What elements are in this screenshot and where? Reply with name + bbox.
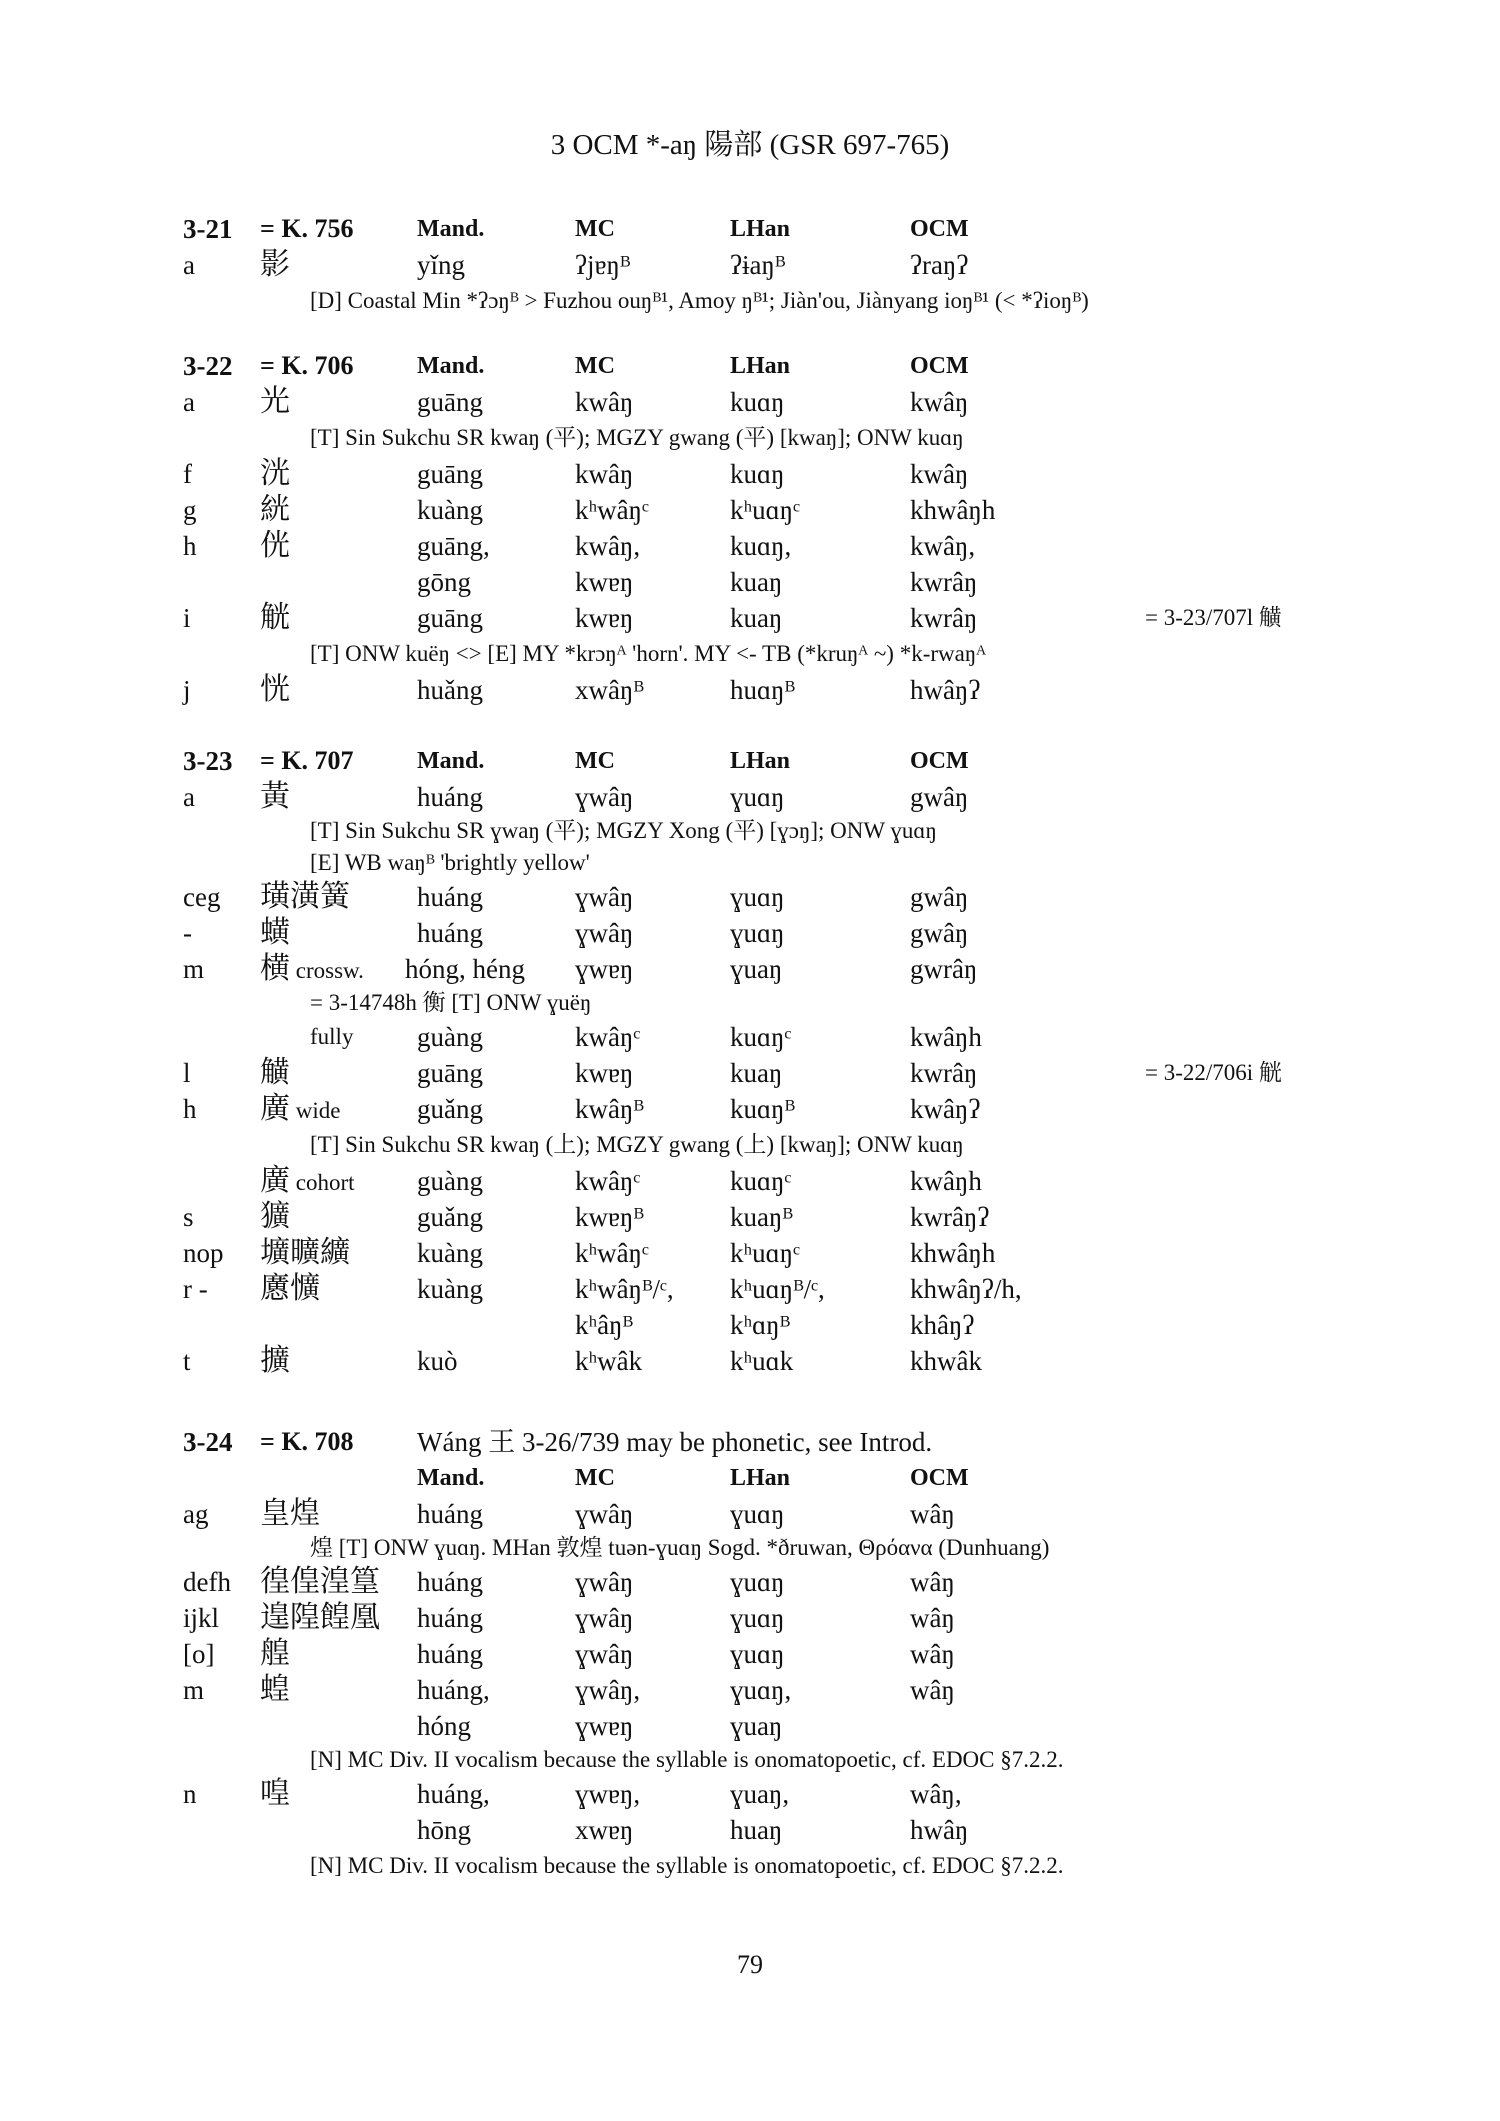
entry-mand: guāng <box>417 603 483 633</box>
entry-row <box>0 600 1500 636</box>
entry-label: t <box>183 1346 191 1376</box>
entry-character: 恍 <box>260 672 290 707</box>
entry-lhan: kʰuɑŋᶜ <box>730 1238 801 1268</box>
entry-lhan: ɣuɑŋ <box>730 1639 785 1669</box>
col-mc: MC <box>575 353 615 379</box>
entry-mc: ɣwɐŋ, <box>575 1779 641 1809</box>
section-header <box>0 348 1500 384</box>
entry-mc: ɣwâŋ <box>575 1603 634 1633</box>
karlgren-ref: = K. 706 <box>260 351 354 380</box>
entry-mand: guàng <box>417 1166 483 1196</box>
entry-label: nop <box>183 1238 224 1268</box>
entry-label: m <box>183 1675 205 1705</box>
entry-label: - <box>183 918 192 948</box>
col-lhan: LHan <box>730 1465 791 1491</box>
entry-row <box>0 1271 1500 1307</box>
column-header-row <box>0 1460 1500 1496</box>
entry-label: a <box>183 250 195 280</box>
entry-ocm: kwâŋ <box>910 459 969 489</box>
entry-row <box>0 951 1500 987</box>
entry-lhan: kuɑŋᴮ <box>730 1094 795 1124</box>
entry-row <box>0 1163 1500 1199</box>
note-row <box>0 636 1500 672</box>
entry-ocm: kwâŋ, <box>910 531 976 561</box>
entry-character-glyph: 廣 <box>260 1163 290 1198</box>
entry-mand: kuàng <box>417 1238 483 1268</box>
entry-mand: guāng <box>417 387 483 417</box>
entry-row <box>0 384 1500 420</box>
entry-lhan: kuɑŋᶜ <box>730 1022 792 1052</box>
entry-mand: huáng <box>417 782 483 812</box>
entry-mand: huáng <box>417 1567 483 1597</box>
note-row <box>0 1127 1500 1163</box>
entry-label: h <box>183 1094 197 1124</box>
entry-ocm: hwâŋʔ <box>910 675 981 705</box>
entry-mand: huáng, <box>417 1779 490 1809</box>
entry-mc: kwâŋ, <box>575 531 641 561</box>
entry-lhan: kʰuɑŋᴮ/ᶜ, <box>730 1274 825 1304</box>
entry-character: 觥 <box>260 600 290 635</box>
entry-lhan: kʰɑŋᴮ <box>730 1310 791 1340</box>
entry-row <box>0 1235 1500 1271</box>
entry-character-glyph: 横 <box>260 951 290 986</box>
note-row <box>0 987 1500 1019</box>
entry-lhan: huɑŋᴮ <box>730 675 795 705</box>
entry-mand: huáng <box>417 918 483 948</box>
entry-ocm: kwrâŋ <box>910 603 978 633</box>
karlgren-ref: = K. 756 <box>260 214 354 243</box>
entry-mc: kwɐŋ <box>575 567 634 597</box>
cross-reference: = 3-22/706i 觥 <box>1145 1060 1282 1085</box>
entry-ocm: gwâŋ <box>910 918 969 948</box>
entry-lhan: kʰuɑk <box>730 1346 794 1376</box>
entry-character: 喤 <box>260 1776 290 1811</box>
entry-mc: ɣwâŋ <box>575 1639 634 1669</box>
entry-row-continued <box>0 1708 1500 1744</box>
entry-ocm: kwrâŋ <box>910 567 978 597</box>
entry-label: ag <box>183 1499 209 1529</box>
entry-ocm: khâŋʔ <box>910 1310 975 1340</box>
note: [T] Sin Sukchu SR kwaŋ (上); MGZY gwang (上) [kwaŋ]; ONW kuɑŋ <box>310 1132 964 1157</box>
entry-mc: kʰwâŋᶜ <box>575 1238 649 1268</box>
entry-mc: kwâŋ <box>575 387 634 417</box>
entry-mand: huáng <box>417 1639 483 1669</box>
entry-mc: kʰwâŋᶜ <box>575 495 649 525</box>
section-3-21 <box>0 211 1500 319</box>
entry-gloss: cohort <box>290 1170 355 1195</box>
entry-mc: ɣwɐŋ <box>575 954 634 984</box>
note-row <box>0 1848 1500 1884</box>
entry-character: 遑隍餭凰 <box>260 1600 380 1635</box>
entry-lhan: ɣuɑŋ <box>730 882 785 912</box>
entry-row-continued <box>0 564 1500 600</box>
cross-reference: = 3-23/707l 觵 <box>1145 605 1282 630</box>
entry-ocm: wâŋ <box>910 1567 955 1597</box>
entry-mc: ʔjɐŋᴮ <box>575 250 631 280</box>
entry-mand: guāng, <box>417 531 490 561</box>
entry-character: 洸 <box>260 456 290 491</box>
col-ocm: OCM <box>910 216 969 242</box>
entry-row <box>0 1199 1500 1235</box>
entry-mand: gōng <box>417 567 471 597</box>
note: [E] WB waŋᴮ 'brightly yellow' <box>310 850 590 875</box>
col-ocm: OCM <box>910 1465 969 1491</box>
entry-mc: kwâŋ <box>575 459 634 489</box>
entry-mc: kwɐŋ <box>575 603 634 633</box>
col-mand: Mand. <box>417 1465 485 1491</box>
col-mc: MC <box>575 216 615 242</box>
entry-ocm: kwrâŋʔ <box>910 1202 990 1232</box>
entry-label: f <box>183 459 192 489</box>
entry-row <box>0 672 1500 708</box>
page-title: 3 OCM *-aŋ 陽部 (GSR 697-765) <box>550 129 950 161</box>
entry-mc: ɣwâŋ <box>575 882 634 912</box>
entry-lhan: kuaŋ <box>730 1058 783 1088</box>
entry-mc: xwâŋᴮ <box>575 675 644 705</box>
entry-character <box>260 1091 340 1129</box>
entry-character: 擴 <box>260 1343 290 1378</box>
entry-character: 壙曠纊 <box>260 1235 350 1270</box>
entry-label: g <box>183 495 197 525</box>
col-mc: MC <box>575 748 615 774</box>
col-mc: MC <box>575 1465 615 1491</box>
section-header <box>0 1424 1500 1460</box>
entry-mand: yǐng <box>417 250 466 280</box>
entry-character: 徨偟湟篁 <box>260 1564 380 1599</box>
entry-mc: ɣwâŋ <box>575 918 634 948</box>
entry-lhan: kuaŋ <box>730 603 783 633</box>
entry-row <box>0 247 1500 283</box>
entry-row <box>0 1564 1500 1600</box>
entry-lhan: ɣuɑŋ <box>730 918 785 948</box>
note-row <box>0 1532 1500 1564</box>
entry-gloss: fully <box>310 1024 354 1049</box>
entry-label: a <box>183 782 195 812</box>
entry-ocm: kwâŋh <box>910 1022 982 1052</box>
entry-row <box>0 1343 1500 1379</box>
entry-gloss: crossw. <box>290 958 364 983</box>
entry-lhan: kuɑŋᶜ <box>730 1166 792 1196</box>
entry-mc: kʰâŋᴮ <box>575 1310 633 1340</box>
entry-label: s <box>183 1202 194 1232</box>
entry-character: 蟥 <box>260 915 290 950</box>
note-row <box>0 420 1500 456</box>
entry-lhan: kuɑŋ <box>730 459 785 489</box>
note-row <box>0 283 1500 319</box>
entry-row <box>0 1091 1500 1127</box>
entry-row-continued <box>0 1019 1500 1055</box>
entry-character: 觵 <box>260 1055 290 1090</box>
entry-lhan: ɣuɑŋ, <box>730 1675 792 1705</box>
entry-character: 蝗 <box>260 1672 290 1707</box>
entry-mand: guāng <box>417 1058 483 1088</box>
entry-mand: kuàng <box>417 495 483 525</box>
note: 煌 [T] ONW ɣuɑŋ. MHan 敦煌 tuən-ɣuɑŋ Sogd. *ðruwan, Θρόανα (Dunhuang) <box>310 1535 1050 1560</box>
entry-row <box>0 492 1500 528</box>
entry-mand: guàng <box>417 1022 483 1052</box>
entry-ocm: kwrâŋ <box>910 1058 978 1088</box>
entry-label: h <box>183 531 197 561</box>
note: [D] Coastal Min *ʔɔŋᴮ > Fuzhou ouŋᴮ¹, Amoy ŋᴮ¹; Jiàn'ou, Jiànyang ioŋᴮ¹ (< *ʔioŋᴮ) <box>310 288 1089 313</box>
entry-mand: kuò <box>417 1346 458 1376</box>
col-mand: Mand. <box>417 748 485 774</box>
entry-mc: kʰwâŋᴮ/ᶜ, <box>575 1274 674 1304</box>
entry-ocm: wâŋ <box>910 1499 955 1529</box>
note-row <box>0 1744 1500 1776</box>
entry-mc: kwɐŋᴮ <box>575 1202 644 1232</box>
entry-row <box>0 1496 1500 1532</box>
entry-ocm: kwâŋʔ <box>910 1094 981 1124</box>
series-intro: Wáng 王 3-26/739 may be phonetic, see Introd. <box>417 1427 933 1457</box>
entry-character: 影 <box>260 247 290 282</box>
entry-mand: huáng <box>417 882 483 912</box>
entry-row <box>0 1600 1500 1636</box>
entry-label: defh <box>183 1567 231 1597</box>
entry-mand: huáng <box>417 1603 483 1633</box>
col-ocm: OCM <box>910 353 969 379</box>
entry-row-continued <box>0 1812 1500 1848</box>
entry-mand: hóng <box>417 1711 471 1741</box>
note-row <box>0 815 1500 847</box>
entry-mand: kuàng <box>417 1274 483 1304</box>
entry-ocm: ʔraŋʔ <box>910 250 969 280</box>
entry-row <box>0 779 1500 815</box>
entry-ocm: kwâŋ <box>910 387 969 417</box>
entry-lhan: huaŋ <box>730 1815 783 1845</box>
col-lhan: LHan <box>730 353 791 379</box>
section-3-22 <box>0 348 1500 708</box>
entry-lhan: kuaŋ <box>730 567 783 597</box>
entry-lhan: ɣuaŋ, <box>730 1779 790 1809</box>
entry-gloss: wide <box>290 1098 341 1123</box>
entry-lhan: ɣuaŋ <box>730 954 783 984</box>
col-mand: Mand. <box>417 216 485 242</box>
entry-ocm: gwâŋ <box>910 882 969 912</box>
entry-mand: guǎng <box>417 1202 483 1232</box>
entry-ocm: hwâŋ <box>910 1815 969 1845</box>
entry-label: a <box>183 387 195 417</box>
entry-lhan: ɣuaŋ <box>730 1711 783 1741</box>
entry-mc: kwâŋᶜ <box>575 1022 641 1052</box>
entry-mand: guǎng <box>417 1094 483 1124</box>
entry-label: m <box>183 954 205 984</box>
entry-character <box>260 951 364 989</box>
section-header <box>0 743 1500 779</box>
entry-lhan: kuaŋᴮ <box>730 1202 793 1232</box>
entry-row-continued <box>0 1307 1500 1343</box>
entry-ocm: kwâŋh <box>910 1166 982 1196</box>
entry-ocm: wâŋ <box>910 1675 955 1705</box>
entry-row <box>0 1776 1500 1812</box>
entry-character <box>260 1163 355 1201</box>
note: [T] Sin Sukchu SR ɣwaŋ (平); MGZY Xong (平) [ɣɔŋ]; ONW ɣuɑŋ <box>310 818 937 843</box>
entry-label: l <box>183 1058 191 1088</box>
entry-row <box>0 915 1500 951</box>
entry-label: [o] <box>183 1639 215 1669</box>
section-header <box>0 211 1500 247</box>
page-number: 79 <box>737 1950 763 1979</box>
entry-label: ijkl <box>183 1603 220 1633</box>
entry-character: 絖 <box>260 492 290 527</box>
entry-row <box>0 879 1500 915</box>
entry-mc: ɣwâŋ, <box>575 1675 641 1705</box>
entry-lhan: ɣuɑŋ <box>730 782 785 812</box>
entry-lhan: ʔɨaŋᴮ <box>730 250 786 280</box>
entry-character: 璜潢簧 <box>260 879 350 914</box>
entry-lhan: ɣuɑŋ <box>730 1567 785 1597</box>
entry-row <box>0 456 1500 492</box>
entry-character: 侊 <box>260 528 290 563</box>
section-3-23 <box>0 743 1500 1379</box>
karlgren-ref: = K. 708 <box>260 1427 354 1456</box>
note: [N] MC Div. II vocalism because the syllable is onomatopoetic, cf. EDOC §7.2.2. <box>310 1747 1064 1772</box>
entry-label: i <box>183 603 191 633</box>
entry-mc: xwɐŋ <box>575 1815 634 1845</box>
entry-character: 皇煌 <box>260 1496 320 1531</box>
entry-ocm: wâŋ <box>910 1639 955 1669</box>
entry-mc: kʰwâk <box>575 1346 643 1376</box>
entry-row <box>0 1672 1500 1708</box>
series-id: 3-23 <box>183 746 233 776</box>
entry-character: 光 <box>260 384 290 419</box>
entry-mand: guāng <box>417 459 483 489</box>
entry-mand: huǎng <box>417 675 483 705</box>
entry-mc: kwâŋᶜ <box>575 1166 641 1196</box>
series-id: 3-24 <box>183 1427 233 1457</box>
karlgren-ref: = K. 707 <box>260 746 354 775</box>
series-id: 3-22 <box>183 351 233 381</box>
note-row <box>0 847 1500 879</box>
entry-ocm: khwâŋh <box>910 495 996 525</box>
entry-character: 艎 <box>260 1636 290 1671</box>
entry-ocm: gwrâŋ <box>910 954 978 984</box>
entry-character: 獷 <box>260 1199 290 1234</box>
entry-lhan: ɣuɑŋ <box>730 1603 785 1633</box>
entry-ocm: wâŋ, <box>910 1779 962 1809</box>
entry-row <box>0 1636 1500 1672</box>
entry-label: r - <box>183 1274 208 1304</box>
entry-row <box>0 528 1500 564</box>
entry-lhan: kuɑŋ, <box>730 531 792 561</box>
entry-character: 懬懭 <box>260 1271 320 1306</box>
entry-row <box>0 1055 1500 1091</box>
entry-character: 黃 <box>260 779 290 814</box>
col-lhan: LHan <box>730 748 791 774</box>
col-lhan: LHan <box>730 216 791 242</box>
entry-ocm: gwâŋ <box>910 782 969 812</box>
entry-mand: hōng <box>417 1815 471 1845</box>
note: [N] MC Div. II vocalism because the syllable is onomatopoetic, cf. EDOC §7.2.2. <box>310 1853 1064 1878</box>
entry-label: n <box>183 1779 197 1809</box>
note: [T] ONW kuëŋ <> [E] MY *krɔŋᴬ 'horn'. MY <- TB (*kruŋᴬ ~) *k-rwaŋᴬ <box>310 641 986 666</box>
entry-lhan: kʰuɑŋᶜ <box>730 495 801 525</box>
entry-mand: hóng, héng <box>405 954 525 984</box>
entry-mc: ɣwâŋ <box>575 782 634 812</box>
note: [T] Sin Sukchu SR kwaŋ (平); MGZY gwang (平) [kwaŋ]; ONW kuɑŋ <box>310 425 964 450</box>
col-mand: Mand. <box>417 353 485 379</box>
entry-ocm: khwâk <box>910 1346 982 1376</box>
entry-mc: kwâŋᴮ <box>575 1094 644 1124</box>
entry-mand: huáng, <box>417 1675 490 1705</box>
entry-ocm: khwâŋʔ/h, <box>910 1274 1022 1304</box>
entry-character-glyph: 廣 <box>260 1091 290 1126</box>
entry-lhan: ɣuɑŋ <box>730 1499 785 1529</box>
entry-ocm: khwâŋh <box>910 1238 996 1268</box>
entry-ocm: wâŋ <box>910 1603 955 1633</box>
entry-label: ceg <box>183 882 221 912</box>
note: = 3-14748h 衡 [T] ONW ɣuëŋ <box>310 990 592 1015</box>
entry-mc: ɣwâŋ <box>575 1567 634 1597</box>
entry-mc: ɣwɐŋ <box>575 1711 634 1741</box>
entry-label: j <box>183 675 191 705</box>
entry-mc: kwɐŋ <box>575 1058 634 1088</box>
series-id: 3-21 <box>183 214 233 244</box>
col-ocm: OCM <box>910 748 969 774</box>
entry-mc: ɣwâŋ <box>575 1499 634 1529</box>
entry-lhan: kuɑŋ <box>730 387 785 417</box>
entry-mand: huáng <box>417 1499 483 1529</box>
section-3-24 <box>0 1424 1500 1884</box>
